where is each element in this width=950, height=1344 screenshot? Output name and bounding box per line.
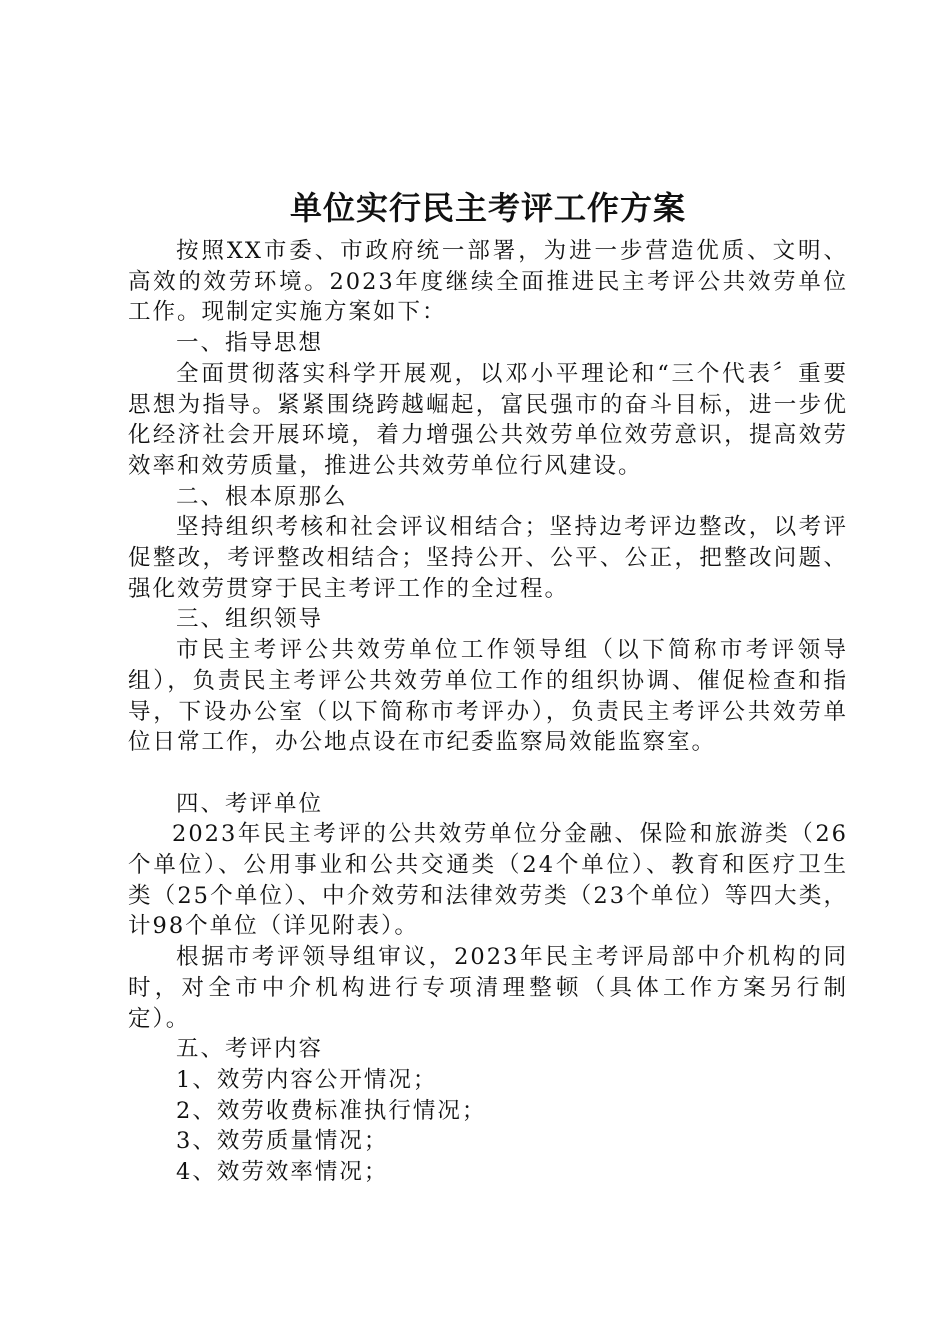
section-heading-organization: 三、组织领导 [176,606,324,633]
intro-paragraph: 按照XX市委、市政府统一部署，为进一步营造优质、文明、高效的效劳环境。2023年度继续全面推进民主考评公共效劳单位工作。现制定实施方案如下： [128,238,848,326]
evaluated-units-paragraph: 2023年民主考评的公共效劳单位分金融、保险和旅游类（26个单位）、公用事业和公共交通类（24个单位）、教育和医疗卫生类（25个单位）、中介效劳和法律效劳类（23个单位）等四大类，计98个单位（详见附表）。 [128,821,848,940]
section-heading-basic-principles: 二、根本原那么 [176,483,348,510]
section-heading-evaluation-content: 五、考评内容 [176,1036,324,1063]
guiding-ideology-paragraph: 全面贯彻落实科学开展观，以邓小平理论和“三个代表〞重要思想为指导。紧紧围绕跨越崛起，富民强市的奋斗目标，进一步优化经济社会开展环境，着力增强公共效劳单位效劳意识，提高效劳效率和效劳质量，推进公共效劳单位行风建设。 [128,360,848,479]
content-item-2: 2、效劳收费标准执行情况； [176,1097,487,1124]
blank-line [128,758,848,789]
section-heading-evaluated-units: 四、考评单位 [176,790,324,817]
basic-principles-paragraph: 坚持组织考核和社会评议相结合；坚持边考评边整改，以考评促整改，考评整改相结合；坚持公开、公平、公正，把整改问题、强化效劳贯穿于民主考评工作的全过程。 [128,514,848,602]
content-item-3: 3、效劳质量情况； [176,1128,389,1155]
content-item-1: 1、效劳内容公开情况； [176,1066,438,1093]
document-title: 单位实行民主考评工作方案 [289,189,686,227]
organization-paragraph: 市民主考评公共效劳单位工作领导组（以下简称市考评领导组），负责民主考评公共效劳单位工作的组织协调、催促检查和指导，下设办公室（以下简称市考评办），负责民主考评公共效劳单位日常工作，办公地点设在市纪委监察局效能监察室。 [128,637,848,756]
content-item-4: 4、效劳效率情况； [176,1159,389,1186]
document-page [128,180,848,1188]
section-heading-guiding-ideology: 一、指导思想 [176,330,324,357]
intermediary-paragraph: 根据市考评领导组审议，2023年民主考评局部中介机构的同时，对全市中介机构进行专项清理整顿（具体工作方案另行制定）。 [128,944,848,1032]
